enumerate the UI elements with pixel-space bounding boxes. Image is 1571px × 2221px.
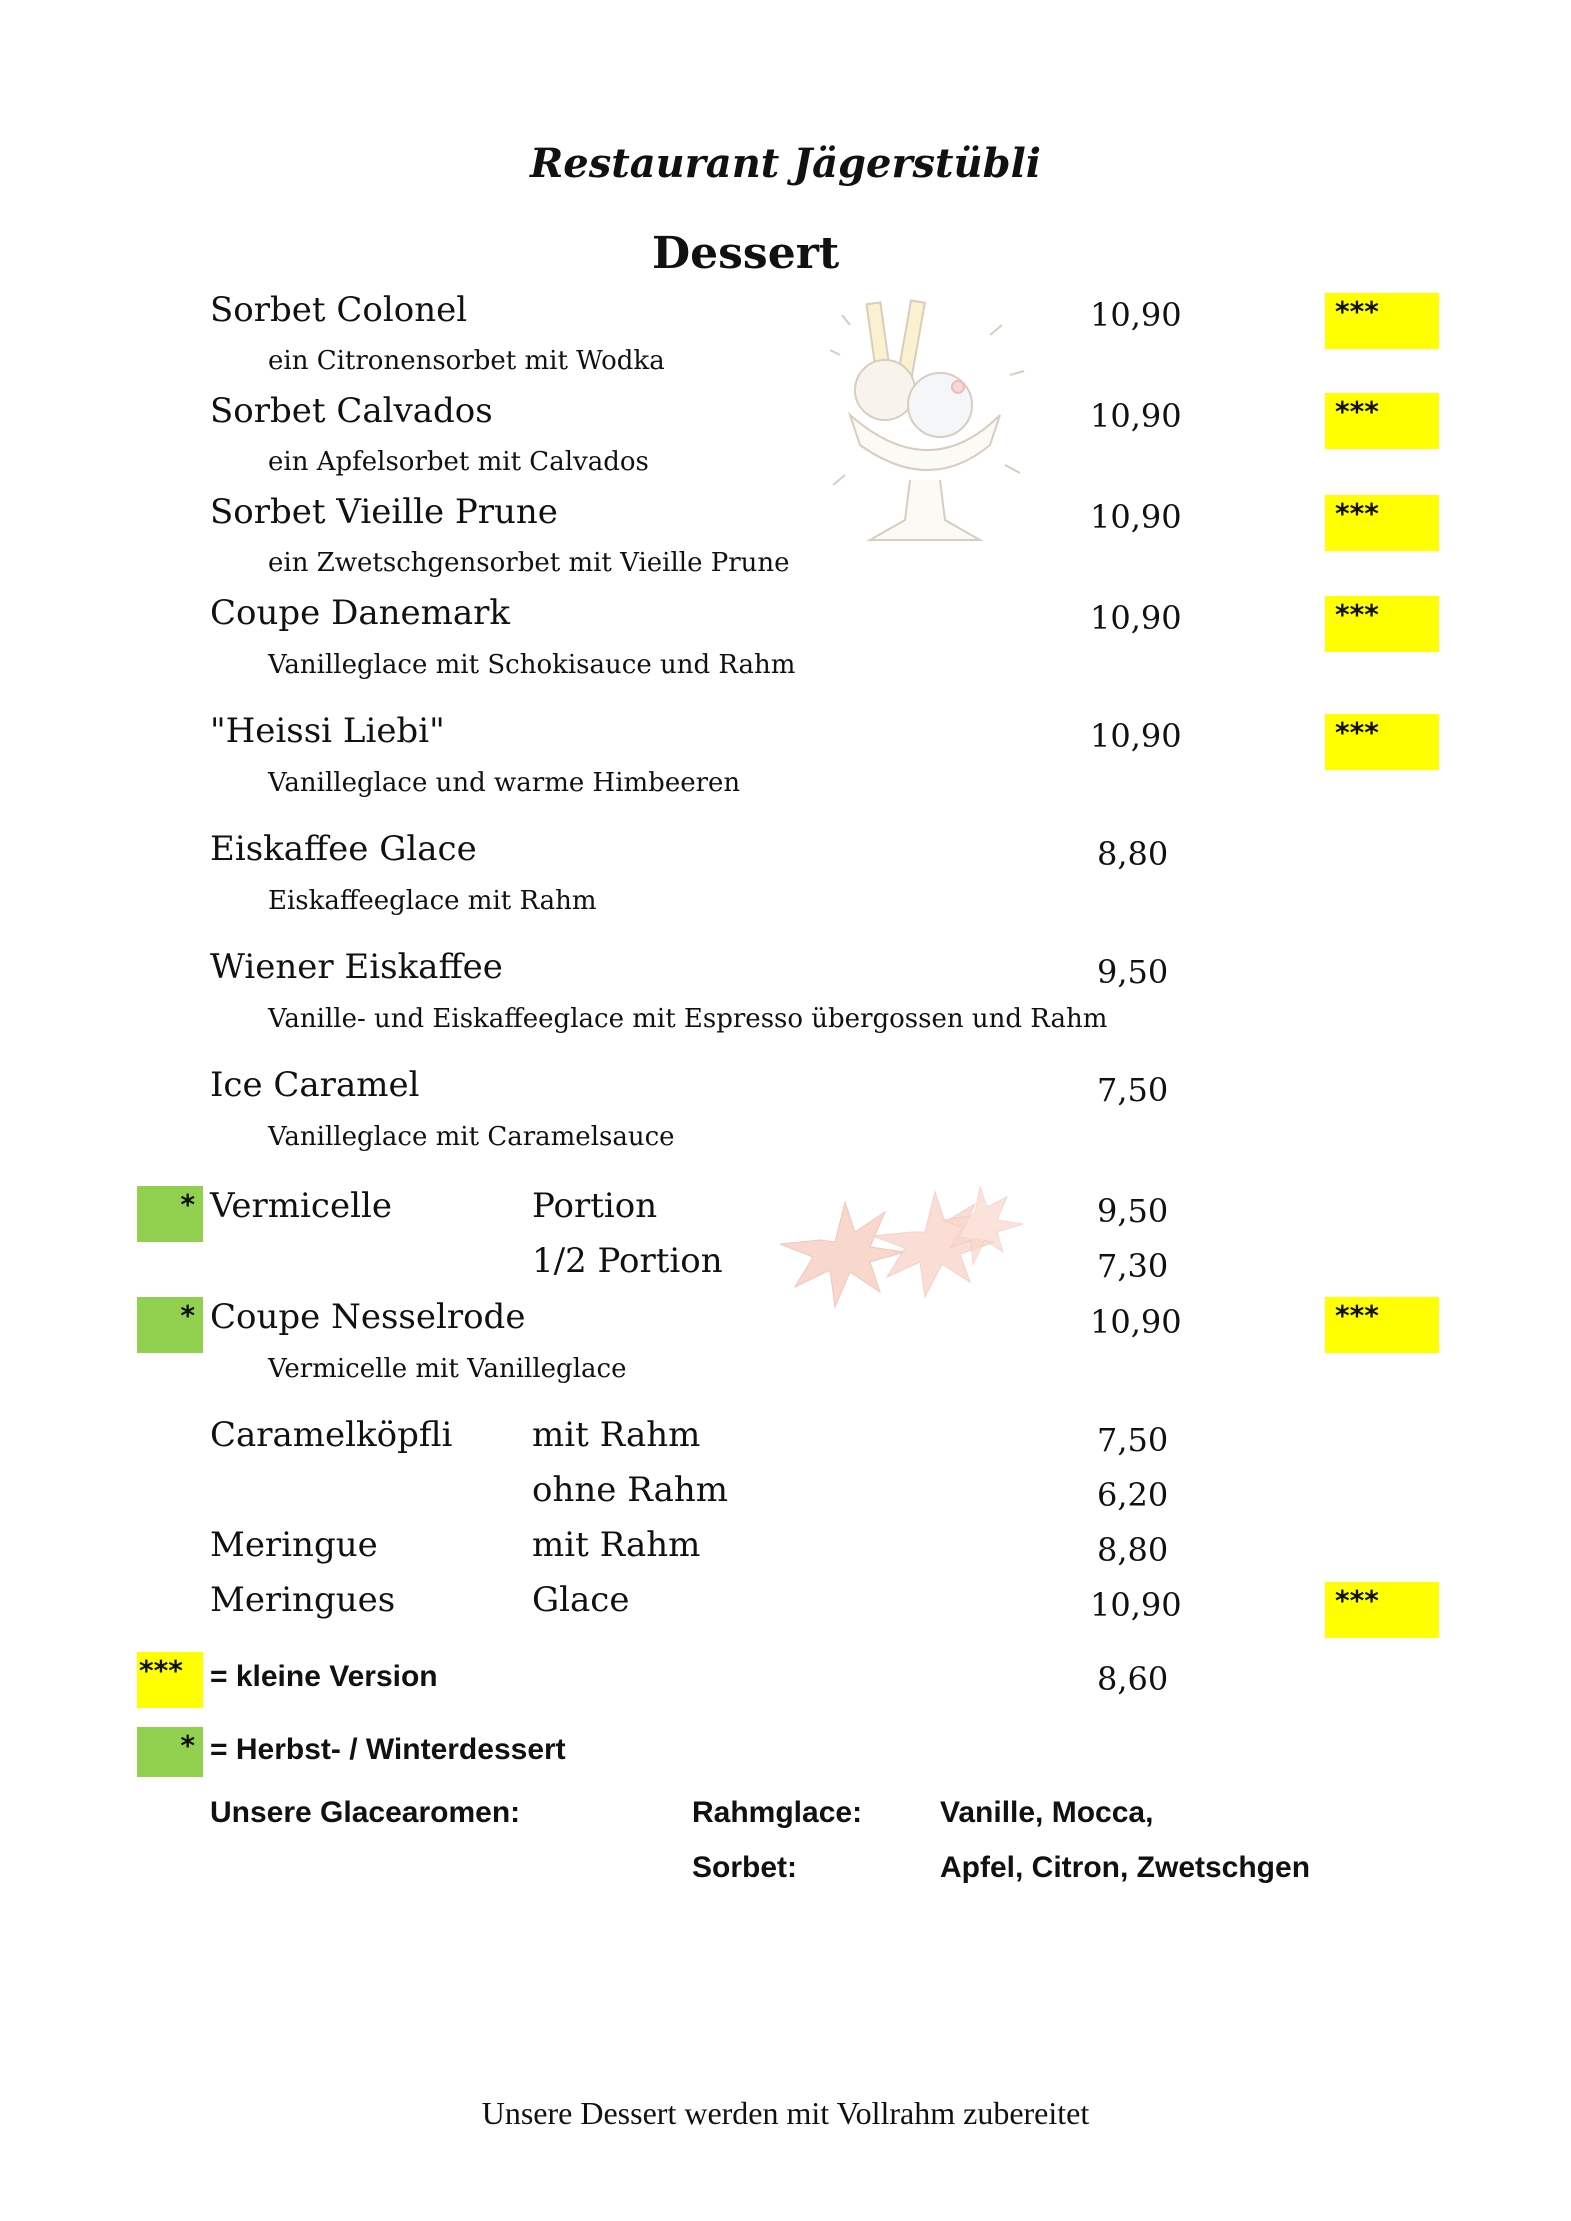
ice-cream-sundae-icon bbox=[830, 295, 1030, 555]
legend-small-version-text: = kleine Version bbox=[210, 1660, 438, 1693]
item-option-meringues: Glace bbox=[532, 1580, 630, 1620]
item-price-caramelkoepfli-ohne-rahm: 6,20 bbox=[1097, 1476, 1169, 1514]
item-name-heissi-liebi: "Heissi Liebi" bbox=[210, 711, 445, 751]
item-price-meringues: 10,90 bbox=[1090, 1586, 1182, 1624]
item-desc-sorbet-vieille-prune: ein Zwetschgensorbet mit Vieille Prune bbox=[268, 548, 790, 578]
item-price-sorbet-calvados: 10,90 bbox=[1090, 397, 1182, 435]
flavors-sorbet-label: Sorbet: bbox=[692, 1851, 797, 1884]
legend-autumn-winter-badge: * bbox=[137, 1727, 203, 1777]
item-price-heissi-liebi: 10,90 bbox=[1090, 717, 1182, 755]
item-name-sorbet-colonel: Sorbet Colonel bbox=[210, 290, 468, 330]
autumn-winter-badge: * bbox=[137, 1186, 203, 1242]
item-option-mit-rahm: mit Rahm bbox=[532, 1415, 701, 1455]
legend-small-version-badge: *** bbox=[137, 1652, 203, 1708]
autumn-winter-badge: * bbox=[137, 1297, 203, 1353]
small-version-badge: *** bbox=[1325, 393, 1439, 449]
item-name-meringues: Meringues bbox=[210, 1580, 396, 1620]
item-name-vermicelle: Vermicelle bbox=[210, 1186, 392, 1226]
item-name-caramelkoepfli: Caramelköpfli bbox=[210, 1415, 453, 1455]
small-version-badge: *** bbox=[1325, 1297, 1439, 1353]
item-price-wiener-eiskaffee: 9,50 bbox=[1097, 953, 1169, 991]
item-option-portion: Portion bbox=[532, 1186, 658, 1226]
item-price-eiskaffee-glace: 8,80 bbox=[1097, 835, 1169, 873]
flavors-cream-label: Rahmglace: bbox=[692, 1796, 863, 1829]
small-version-badge: *** bbox=[1325, 1582, 1439, 1638]
item-desc-ice-caramel: Vanilleglace mit Caramelsauce bbox=[268, 1122, 675, 1152]
small-version-badge: *** bbox=[1325, 714, 1439, 770]
item-price-sorbet-vieille-prune: 10,90 bbox=[1090, 498, 1182, 536]
page-title: Dessert bbox=[652, 228, 840, 279]
small-version-badge: *** bbox=[1325, 596, 1439, 652]
legend-small-version-price: 8,60 bbox=[1097, 1660, 1169, 1698]
item-price-caramelkoepfli-mit-rahm: 7,50 bbox=[1097, 1421, 1169, 1459]
item-desc-sorbet-colonel: ein Citronensorbet mit Wodka bbox=[268, 346, 665, 376]
item-option-ohne-rahm: ohne Rahm bbox=[532, 1470, 728, 1510]
item-price-ice-caramel: 7,50 bbox=[1097, 1071, 1169, 1109]
item-option-half-portion: 1/2 Portion bbox=[532, 1241, 723, 1281]
restaurant-name: Restaurant Jägerstübli bbox=[530, 140, 1041, 187]
item-price-vermicelle-half: 7,30 bbox=[1097, 1247, 1169, 1285]
item-name-sorbet-calvados: Sorbet Calvados bbox=[210, 391, 493, 431]
item-price-meringue: 8,80 bbox=[1097, 1531, 1169, 1569]
item-name-wiener-eiskaffee: Wiener Eiskaffee bbox=[210, 947, 503, 987]
small-version-badge: *** bbox=[1325, 495, 1439, 551]
item-desc-eiskaffee-glace: Eiskaffeeglace mit Rahm bbox=[268, 886, 597, 916]
item-name-meringue: Meringue bbox=[210, 1525, 378, 1565]
item-name-coupe-nesselrode: Coupe Nesselrode bbox=[210, 1297, 526, 1337]
maple-leaves-icon bbox=[775, 1182, 1030, 1312]
item-price-coupe-danemark: 10,90 bbox=[1090, 599, 1182, 637]
item-price-sorbet-colonel: 10,90 bbox=[1090, 296, 1182, 334]
flavors-cream-values: Vanille, Mocca, bbox=[940, 1796, 1154, 1829]
item-desc-coupe-nesselrode: Vermicelle mit Vanilleglace bbox=[268, 1354, 627, 1384]
item-price-coupe-nesselrode: 10,90 bbox=[1090, 1303, 1182, 1341]
item-name-coupe-danemark: Coupe Danemark bbox=[210, 593, 510, 633]
small-version-badge: *** bbox=[1325, 293, 1439, 349]
item-desc-coupe-danemark: Vanilleglace mit Schokisauce und Rahm bbox=[268, 650, 796, 680]
item-desc-wiener-eiskaffee: Vanille- und Eiskaffeeglace mit Espresso übergossen und Rahm bbox=[268, 1004, 1108, 1034]
footer-note: Unsere Dessert werden mit Vollrahm zubereitet bbox=[481, 2095, 1090, 2131]
flavors-label: Unsere Glacearomen: bbox=[210, 1796, 521, 1829]
flavors-sorbet-values: Apfel, Citron, Zwetschgen bbox=[940, 1851, 1311, 1884]
item-name-sorbet-vieille-prune: Sorbet Vieille Prune bbox=[210, 492, 558, 532]
item-name-ice-caramel: Ice Caramel bbox=[210, 1065, 420, 1105]
legend-autumn-winter-text: = Herbst- / Winterdessert bbox=[210, 1733, 566, 1766]
item-price-vermicelle-portion: 9,50 bbox=[1097, 1192, 1169, 1230]
item-desc-sorbet-calvados: ein Apfelsorbet mit Calvados bbox=[268, 447, 649, 477]
item-option-meringue: mit Rahm bbox=[532, 1525, 701, 1565]
item-name-eiskaffee-glace: Eiskaffee Glace bbox=[210, 829, 477, 869]
item-desc-heissi-liebi: Vanilleglace und warme Himbeeren bbox=[268, 768, 741, 798]
